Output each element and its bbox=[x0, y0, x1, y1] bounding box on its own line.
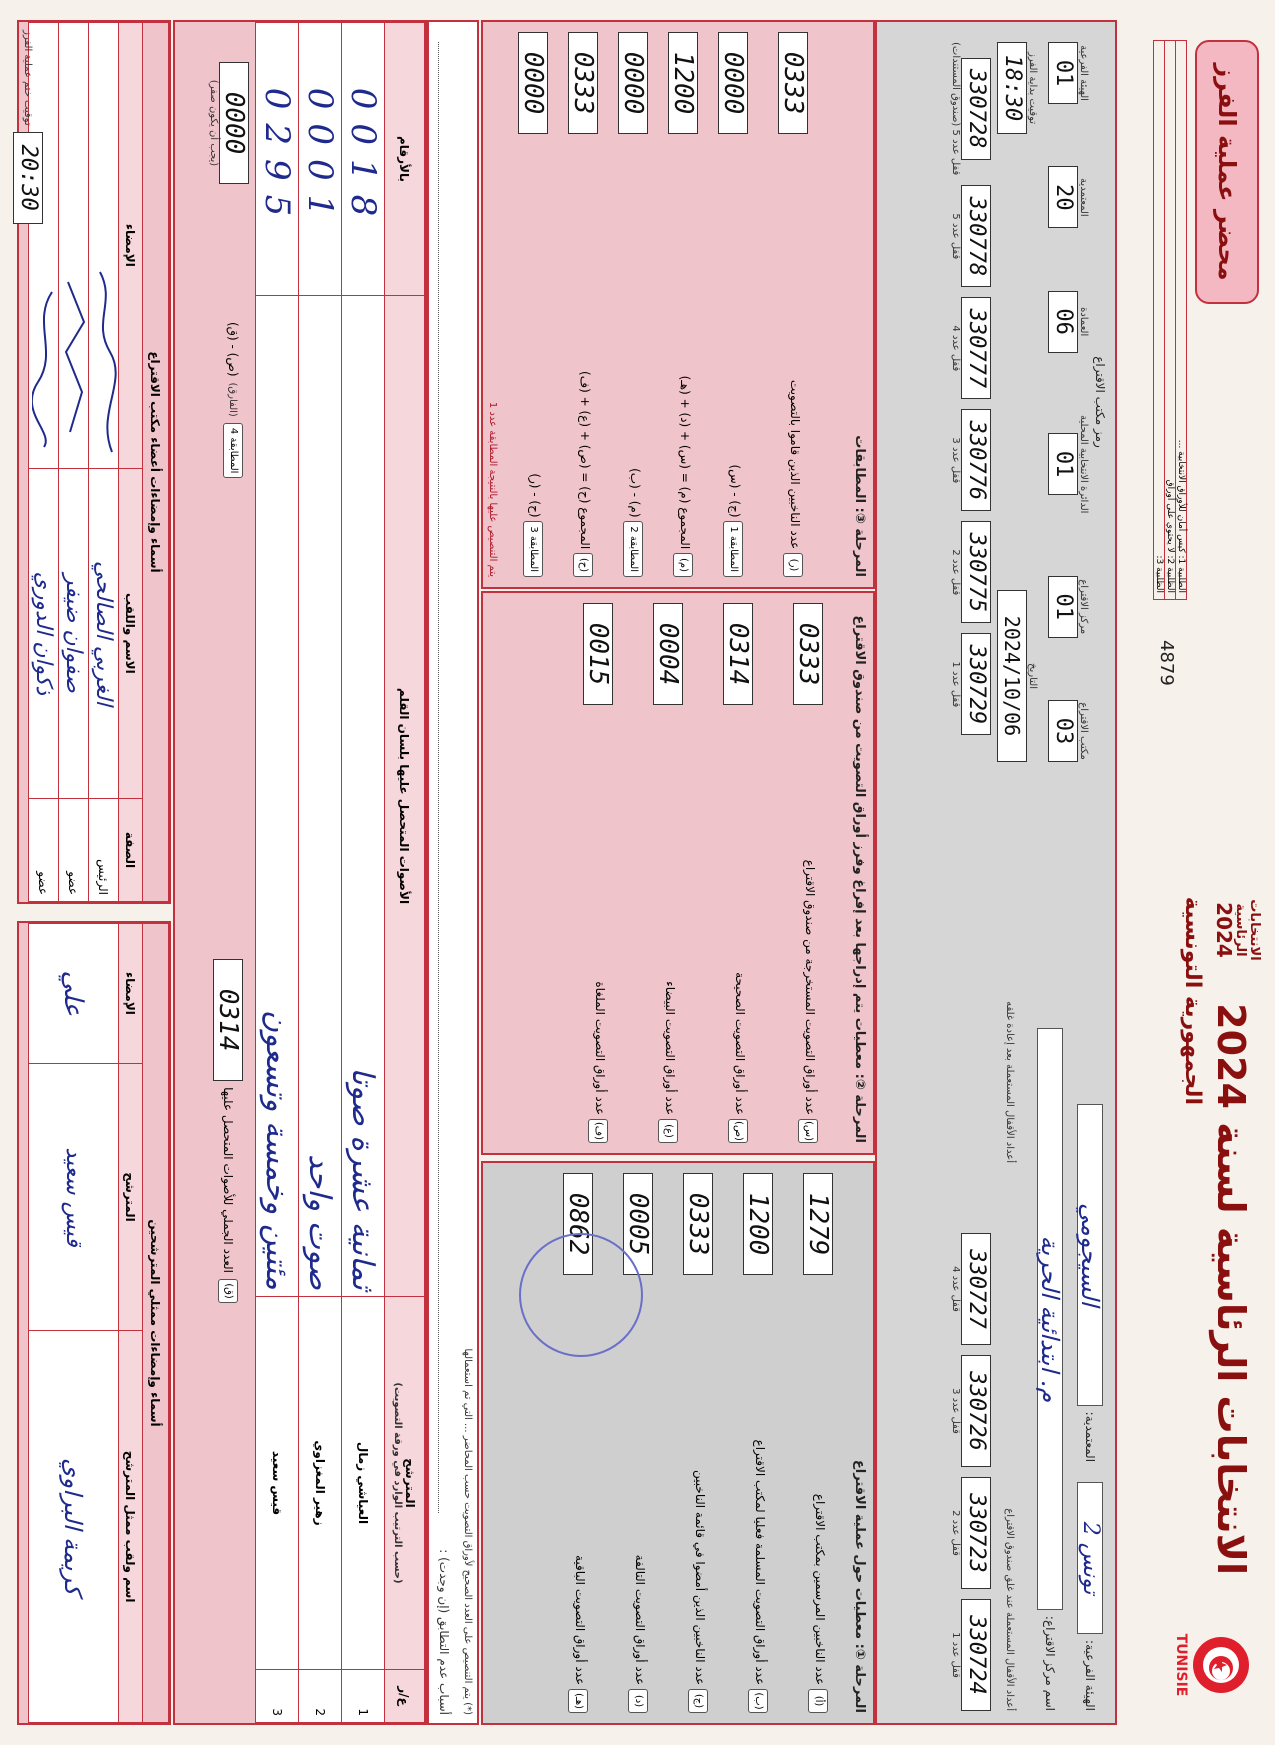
match4-diff bbox=[208, 62, 249, 184]
result-row bbox=[342, 23, 385, 1723]
match-formula: (م) - (ب) bbox=[628, 468, 642, 518]
code-digits: 03 bbox=[1051, 717, 1076, 745]
row-label: عدد أوراق التصويت الباقية bbox=[573, 1554, 587, 1686]
col-words: الأصوات المتحصل عليها بلسان القلم bbox=[385, 296, 425, 1297]
stage2-title: المرحلة ②: معطيات يتم إدراجها بعد إفراغ وفرز أوراق التصويت من صندوق الاقتراع bbox=[852, 615, 867, 1143]
member-row bbox=[89, 23, 119, 902]
total-label: العدد الجملي للأصوات المتحصل عليها bbox=[221, 1087, 235, 1273]
isie-logo-text: TUNISIE bbox=[1173, 1633, 1189, 1697]
col-rep-sign: الإمضاء bbox=[119, 924, 143, 1064]
match-diff: 0000 bbox=[618, 51, 648, 115]
row-code: (ص) bbox=[728, 1119, 748, 1143]
col-member-sign: الإمضاء bbox=[119, 23, 143, 469]
code-part-value bbox=[1048, 291, 1078, 353]
col-rep-cand: المترشح bbox=[119, 1063, 143, 1330]
col-role: الصفة bbox=[119, 799, 143, 902]
lock-label: قفل عدد 5 bbox=[950, 213, 961, 260]
row-value: 0314 bbox=[723, 622, 753, 686]
match4-row bbox=[223, 322, 243, 478]
stage1-title: المرحلة ①: معطيات حول عملية الاقتراع bbox=[852, 1459, 867, 1713]
member-signature bbox=[89, 23, 119, 469]
row-value-box bbox=[683, 1173, 713, 1275]
center-label: اسم مركز الاقتراع: bbox=[1043, 1615, 1057, 1711]
member-name: ذكوان الدوري bbox=[29, 468, 59, 798]
row-code: (ح) bbox=[573, 553, 593, 577]
stage1-row bbox=[743, 1173, 773, 1713]
row-code: (م) bbox=[673, 553, 693, 577]
votes-words: مئتين وخمسة وتسعون bbox=[256, 296, 299, 1297]
votes-words: صوت واحد bbox=[299, 296, 342, 1297]
center-value: م. ابتدائية الحرية bbox=[1037, 1028, 1063, 1610]
lock-box bbox=[961, 58, 991, 160]
stage3-row bbox=[653, 32, 713, 577]
row-code: (هـ) bbox=[568, 1689, 588, 1713]
end-time-value: 20:30 bbox=[16, 144, 41, 211]
code-part-label: الهيئة الفرعية bbox=[1078, 45, 1089, 101]
lock-value: 330728 bbox=[964, 68, 989, 149]
header bbox=[1125, 0, 1275, 1745]
date-value: 2024/10/06 bbox=[1000, 615, 1024, 737]
match-label: المطابقة 2 bbox=[623, 521, 643, 577]
lock-box bbox=[961, 1233, 991, 1345]
candidate-name: قيس سعيد bbox=[256, 1297, 299, 1670]
match4-note: (يجب أن يكون صفر) bbox=[208, 79, 219, 167]
row-number: 1 bbox=[342, 1670, 385, 1723]
total-row bbox=[213, 959, 243, 1303]
member-role: عضو bbox=[59, 799, 89, 902]
brand-line1: الانتخابات bbox=[1247, 899, 1262, 961]
row-value: 0333 bbox=[793, 622, 823, 686]
total-code: (ق) bbox=[218, 1279, 238, 1303]
mismatch-line bbox=[438, 42, 439, 1513]
votes-digits: 0295 bbox=[256, 23, 299, 296]
lock-box bbox=[961, 1477, 991, 1589]
match-box bbox=[518, 32, 548, 134]
document-number: 4879 bbox=[1156, 640, 1177, 686]
match4-label: المطابقة 4 bbox=[223, 423, 243, 479]
code-part-label: الدائرة الانتخابية المحلية bbox=[1078, 414, 1089, 514]
code-part-value bbox=[1048, 576, 1078, 638]
row-code: (ف) bbox=[588, 1119, 608, 1143]
start-time-value: 18:30 bbox=[1000, 54, 1025, 122]
col-candidate bbox=[385, 1297, 425, 1670]
row-value-box bbox=[668, 32, 698, 134]
brand-year: 2024 bbox=[1211, 902, 1236, 958]
stage3-row bbox=[753, 32, 833, 577]
match-formula: (ج) - (س) bbox=[728, 464, 742, 518]
row-label: عدد أوراق التصويت التالفة bbox=[633, 1554, 647, 1686]
candidate-name: زهير المغزاوي bbox=[299, 1297, 342, 1670]
row-value: 0333 bbox=[778, 51, 808, 115]
pv-title: محضر عملية الفرز bbox=[1195, 40, 1259, 304]
rep-name: كريمة البراوي bbox=[29, 1331, 119, 1723]
lock-value: 330726 bbox=[964, 1371, 989, 1451]
total-box bbox=[213, 959, 243, 1081]
code-part-value bbox=[1048, 166, 1078, 228]
lock-label: قفل عدد 4 bbox=[950, 1266, 961, 1312]
stage3-note: يتم التنصيص عليها بالنتيجة المطابقة عدد 1 bbox=[487, 401, 498, 577]
polling-info bbox=[875, 20, 1117, 1725]
stage3-check bbox=[513, 32, 553, 577]
row-label: عدد أوراق التصويت المسلمة فعليا لمكتب الاقتراع bbox=[753, 1439, 767, 1686]
col-member-name: الاسم واللقب bbox=[119, 468, 143, 798]
reps-title: أسماء وإمضاءات ممثلي المترشحين bbox=[143, 924, 169, 1723]
match4-box bbox=[219, 62, 249, 184]
locks-after bbox=[950, 42, 991, 735]
mismatch-label: أسباب عدم التطابق (إن وجدت) : bbox=[437, 1549, 451, 1715]
stage3-section bbox=[481, 20, 875, 589]
stage3-check bbox=[613, 32, 653, 577]
lock-value: 330775 bbox=[964, 532, 989, 613]
code-digits: 20 bbox=[1051, 184, 1076, 211]
lock-box bbox=[961, 1599, 991, 1711]
rep-row bbox=[29, 924, 119, 1723]
row-value: 0005 bbox=[623, 1192, 653, 1256]
row-label: عدد أوراق التصويت البيضاء bbox=[663, 981, 677, 1116]
results-section bbox=[173, 20, 427, 1725]
candidate-name: العياشي زمال bbox=[342, 1297, 385, 1670]
legend-item: الظلبية 3: bbox=[1154, 41, 1165, 600]
stage2-row bbox=[723, 603, 753, 1143]
stage3-title: المرحلة ③: المطابقات bbox=[852, 435, 867, 577]
code-part-label: العمادة bbox=[1078, 307, 1089, 337]
row-number: 2 bbox=[299, 1670, 342, 1723]
row-value-box bbox=[778, 32, 808, 134]
members-table bbox=[28, 22, 169, 902]
match-label: المطابقة 3 bbox=[523, 521, 543, 577]
code-digits: 01 bbox=[1051, 59, 1076, 87]
stage1-row bbox=[683, 1173, 713, 1713]
row-code: (ر) bbox=[783, 553, 803, 577]
date-label: التاريخ bbox=[1027, 663, 1038, 689]
row-value: 0333 bbox=[568, 51, 598, 115]
result-row bbox=[299, 23, 342, 1723]
lock-value: 330727 bbox=[964, 1249, 989, 1329]
votes-words: ثمانية عشرة صوتا bbox=[342, 296, 385, 1297]
row-value: 1279 bbox=[803, 1192, 833, 1256]
member-name: صفوان ضيفر bbox=[59, 468, 89, 798]
row-value: 1200 bbox=[743, 1192, 773, 1256]
subregion-label: الهيئة الفرعية: bbox=[1083, 1640, 1097, 1711]
code-digits: 01 bbox=[1051, 593, 1076, 620]
isie-logo bbox=[1151, 1605, 1261, 1725]
row-label: عدد الناخبين المرسمين بمكتب الاقتراع bbox=[813, 1493, 827, 1686]
date-box bbox=[997, 590, 1027, 762]
delegation-label: المعتمدية: bbox=[1083, 1411, 1097, 1463]
end-time-label: توقيت ختم عملية الفرز bbox=[22, 30, 34, 126]
mismatch-section bbox=[427, 20, 479, 1725]
col-digits: بالأرقام bbox=[385, 23, 425, 296]
page-title: الانتخابات الرئاسية لسنة 2024 bbox=[1209, 1003, 1253, 1575]
match-diff: 0000 bbox=[518, 51, 548, 115]
lock-value: 330729 bbox=[964, 644, 989, 725]
rep-signature: علي bbox=[29, 924, 119, 1064]
lock-box bbox=[961, 633, 991, 735]
lock-label: قفل عدد 3 bbox=[950, 437, 961, 484]
lock-label: قفل عدد 2 bbox=[950, 1510, 961, 1556]
lock-label: قفل عدد 1 bbox=[950, 661, 961, 708]
locks-before bbox=[950, 1233, 991, 1711]
lock-label: قفل عدد 1 bbox=[950, 1632, 961, 1678]
row-value-box bbox=[803, 1173, 833, 1275]
lock-value: 330778 bbox=[964, 196, 989, 277]
row-label: المجموع (م) = (س) + (د) + (هـ) bbox=[678, 375, 692, 550]
stage1-section bbox=[481, 1161, 875, 1725]
legend-item: الظلبية 2: لا يحتوي على أوراق bbox=[1165, 41, 1176, 600]
code-label: رمز مكتب الاقتراع bbox=[1093, 356, 1107, 448]
member-role: الرئيس bbox=[89, 799, 119, 902]
reps-section bbox=[17, 921, 171, 1725]
code-part-value bbox=[1048, 42, 1078, 104]
delegation-value: السيجومي bbox=[1077, 1104, 1103, 1406]
row-label: عدد أوراق التصويت الملغاة bbox=[593, 981, 607, 1116]
row-label: عدد أوراق التصويت المستخرجة من صندوق الاقتراع bbox=[803, 859, 817, 1116]
start-time-label: توقيت بداية الفرز bbox=[1027, 51, 1038, 125]
row-value: 0862 bbox=[563, 1192, 593, 1256]
code-part-label: المعتمدية bbox=[1078, 178, 1089, 217]
lock-label: قفل عدد 2 bbox=[950, 549, 961, 596]
stage3-check bbox=[713, 32, 753, 577]
end-time-box bbox=[13, 132, 43, 224]
stage3-rows bbox=[513, 32, 833, 577]
results-table bbox=[255, 22, 425, 1723]
code-digits: 06 bbox=[1051, 308, 1076, 335]
votes-digits: 0001 bbox=[299, 23, 342, 296]
match-box bbox=[718, 32, 748, 134]
stage3-row bbox=[553, 32, 613, 577]
brand-line2: الرئاسية bbox=[1233, 903, 1249, 957]
lock-value: 330777 bbox=[964, 308, 989, 389]
row-code: (ب) bbox=[748, 1689, 768, 1713]
row-code: (د) bbox=[628, 1689, 648, 1713]
row-code: (ع) bbox=[658, 1119, 678, 1143]
lock-value: 330724 bbox=[964, 1615, 989, 1695]
row-value-box bbox=[793, 603, 823, 705]
match-box bbox=[618, 32, 648, 134]
total-value: 0314 bbox=[213, 988, 243, 1052]
subregion-value: تونس 2 bbox=[1077, 1482, 1103, 1634]
match4-value: 0000 bbox=[219, 91, 249, 155]
row-label: عدد الناخبين الذين قاموا بالتصويت bbox=[788, 379, 802, 550]
member-name: الغربي الصالحي bbox=[89, 468, 119, 798]
members-title: أسماء وإمضاءات أعضاء مكتب الاقتراع bbox=[143, 23, 169, 902]
col-candidate-title: المترشح bbox=[403, 1458, 417, 1508]
stage2-row bbox=[793, 603, 823, 1143]
stage2-row bbox=[583, 603, 613, 1143]
start-time-box bbox=[997, 42, 1027, 134]
col-candidate-sub: (حسب الترتيب الوارد في ورقة التصويت) bbox=[392, 1382, 403, 1584]
stage1-row bbox=[803, 1173, 833, 1713]
row-code: (أ) bbox=[808, 1689, 828, 1713]
lock-box bbox=[961, 297, 991, 399]
row-value-box bbox=[583, 603, 613, 705]
member-role: عضو bbox=[29, 799, 59, 902]
locks-after-label: أعداد الأقفال المستعملة بعد إعادة غلقه bbox=[1004, 1001, 1015, 1163]
mismatch-note: (*) يتم التنصيص على العدد الصحيح لأوراق التصويت حسب المحاضر ... التي تم استعمالها bbox=[462, 1348, 473, 1715]
row-value-box bbox=[653, 603, 683, 705]
row-value: 0015 bbox=[583, 622, 613, 686]
end-time bbox=[13, 30, 43, 224]
lock-box bbox=[961, 185, 991, 287]
match4-caption: (الفارق) bbox=[227, 382, 239, 417]
lock-label: قفل عدد 3 bbox=[950, 1388, 961, 1434]
col-num: ع/ر bbox=[385, 1670, 425, 1723]
code-digits: 01 bbox=[1051, 450, 1076, 478]
locks-before-label: أعداد الأقفال المستعملة عند غلق صندوق الاقتراع bbox=[1004, 1508, 1015, 1711]
row-value: 0333 bbox=[683, 1192, 713, 1256]
lock-box bbox=[961, 1355, 991, 1467]
row-value: 0004 bbox=[653, 622, 683, 686]
row-code: (ج) bbox=[688, 1689, 708, 1713]
col-rep-name: اسم ولقب ممثل المترشح bbox=[119, 1331, 143, 1723]
lock-label: قفل عدد 4 bbox=[950, 325, 961, 372]
code-part-label: مركز الاقتراع bbox=[1078, 579, 1089, 635]
election-brand bbox=[1213, 885, 1261, 975]
code-part-value bbox=[1048, 433, 1078, 495]
match-diff: 0000 bbox=[718, 51, 748, 115]
row-value-box bbox=[743, 1173, 773, 1275]
match-label: المطابقة 1 bbox=[723, 521, 743, 577]
office-stamp bbox=[519, 1233, 643, 1357]
row-value: 1200 bbox=[668, 51, 698, 115]
lock-value: 330776 bbox=[964, 420, 989, 501]
republic-title: الجمهورية التونسية bbox=[1180, 896, 1205, 1105]
lock-value: 330723 bbox=[964, 1493, 989, 1573]
votes-digits: 0018 bbox=[342, 23, 385, 296]
member-signature bbox=[59, 23, 89, 469]
code-part-value bbox=[1048, 700, 1078, 762]
lock-label: قفل عدد 5 (صندوق المستندات) bbox=[950, 42, 961, 176]
row-value-box bbox=[568, 32, 598, 134]
result-row bbox=[256, 23, 299, 1723]
stage2-section bbox=[481, 591, 875, 1155]
stage2-row bbox=[653, 603, 683, 1143]
row-label: عدد أوراق التصويت الصحيحة bbox=[733, 972, 747, 1116]
legend-table bbox=[1153, 40, 1187, 600]
match4-formula: (ص) - (ق) bbox=[226, 322, 240, 377]
member-row bbox=[59, 23, 89, 902]
match-formula: (ح) - (ر) bbox=[528, 473, 542, 518]
lock-box bbox=[961, 409, 991, 511]
reps-table bbox=[28, 923, 169, 1723]
row-code: (س) bbox=[798, 1119, 818, 1143]
polling-code bbox=[997, 42, 1107, 762]
row-value-box bbox=[723, 603, 753, 705]
code-part-label: مكتب الاقتراع bbox=[1078, 702, 1089, 760]
row-number: 3 bbox=[256, 1670, 299, 1723]
row-label: المجموع (ح) = (ص) + (ع) + (ف) bbox=[578, 371, 592, 550]
legend-item: الطلبية 1: كيس أمان للأوراق الانتخابية ... bbox=[1176, 41, 1187, 600]
row-label: عدد الناخبين الذين أمضوا في قائمة الناخبين bbox=[693, 1470, 707, 1686]
lock-box bbox=[961, 521, 991, 623]
rep-candidate: قيس سعيد bbox=[29, 1063, 119, 1330]
